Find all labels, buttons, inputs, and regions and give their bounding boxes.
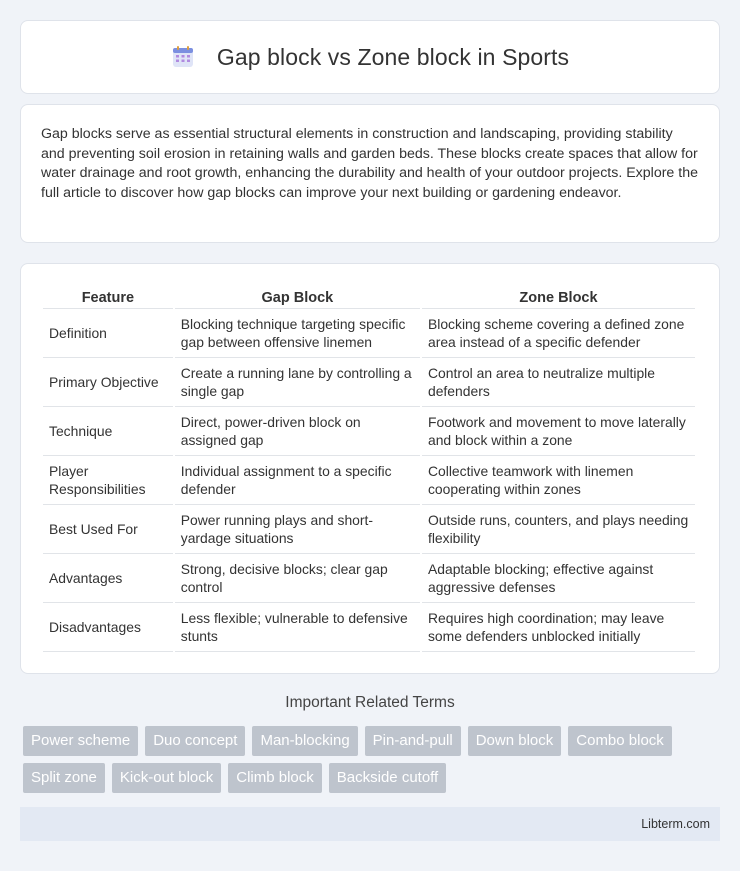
table-header-cell: Feature (43, 284, 173, 309)
feature-cell: Best Used For (43, 505, 173, 554)
zone-block-cell: Outside runs, counters, and plays needing flexibility (422, 505, 695, 554)
table-row (43, 505, 695, 554)
related-term-tag[interactable]: Man-blocking (252, 726, 357, 756)
intro-card (20, 104, 720, 243)
comparison-table (41, 284, 697, 652)
table-header-cell: Gap Block (175, 284, 420, 309)
gap-block-cell: Direct, power-driven block on assigned gap (175, 407, 420, 456)
feature-cell: Advantages (43, 554, 173, 603)
gap-block-cell: Power running plays and short-yardage situations (175, 505, 420, 554)
feature-cell: Technique (43, 407, 173, 456)
gap-block-cell: Less flexible; vulnerable to defensive stunts (175, 603, 420, 652)
related-terms-list (23, 726, 723, 793)
related-term-tag[interactable]: Pin-and-pull (365, 726, 461, 756)
feature-cell: Disadvantages (43, 603, 173, 652)
related-term-tag[interactable]: Combo block (568, 726, 672, 756)
table-row (43, 603, 695, 652)
table-row (43, 407, 695, 456)
footer (20, 807, 720, 841)
table-header-row (43, 284, 695, 309)
table-row (43, 309, 695, 358)
zone-block-cell: Blocking scheme covering a defined zone area instead of a specific defender (422, 309, 695, 358)
zone-block-cell: Control an area to neutralize multiple defenders (422, 358, 695, 407)
gap-block-cell: Blocking technique targeting specific gap between offensive linemen (175, 309, 420, 358)
table-header-cell: Zone Block (422, 284, 695, 309)
table-row (43, 456, 695, 505)
zone-block-cell: Requires high coordination; may leave some defenders unblocked initially (422, 603, 695, 652)
gap-block-cell: Individual assignment to a specific defender (175, 456, 420, 505)
calendar-icon (171, 45, 195, 69)
zone-block-cell: Collective teamwork with linemen cooperating within zones (422, 456, 695, 505)
related-term-tag[interactable]: Kick-out block (112, 763, 221, 793)
feature-cell: Primary Objective (43, 358, 173, 407)
feature-cell: Definition (43, 309, 173, 358)
table-row (43, 554, 695, 603)
gap-block-cell: Create a running lane by controlling a single gap (175, 358, 420, 407)
zone-block-cell: Adaptable blocking; effective against aggressive defenses (422, 554, 695, 603)
related-term-tag[interactable]: Split zone (23, 763, 105, 793)
gap-block-cell: Strong, decisive blocks; clear gap control (175, 554, 420, 603)
table-row (43, 358, 695, 407)
intro-text: Gap blocks serve as essential structural elements in construction and landscaping, providing stability and preventing soil erosion in retaining walls and garden beds. These blocks create spaces that allow for water drainage and root growth, enhancing the durability and health of your outdoor projects. Explore the full article to discover how gap blocks can improve your next building or gardening endeavor. (41, 126, 698, 201)
related-term-tag[interactable]: Duo concept (145, 726, 245, 756)
related-term-tag[interactable]: Power scheme (23, 726, 138, 756)
related-term-tag[interactable]: Climb block (228, 763, 322, 793)
header-card (20, 20, 720, 94)
related-terms-title: Important Related Terms (285, 694, 455, 711)
comparison-table-card (20, 263, 720, 674)
page-title: Gap block vs Zone block in Sports (216, 43, 570, 70)
zone-block-cell: Footwork and movement to move laterally and block within a zone (422, 407, 695, 456)
footer-site-link[interactable]: Libterm.com (641, 817, 710, 831)
related-term-tag[interactable]: Backside cutoff (329, 763, 446, 793)
feature-cell: Player Responsibilities (43, 456, 173, 505)
related-term-tag[interactable]: Down block (468, 726, 562, 756)
